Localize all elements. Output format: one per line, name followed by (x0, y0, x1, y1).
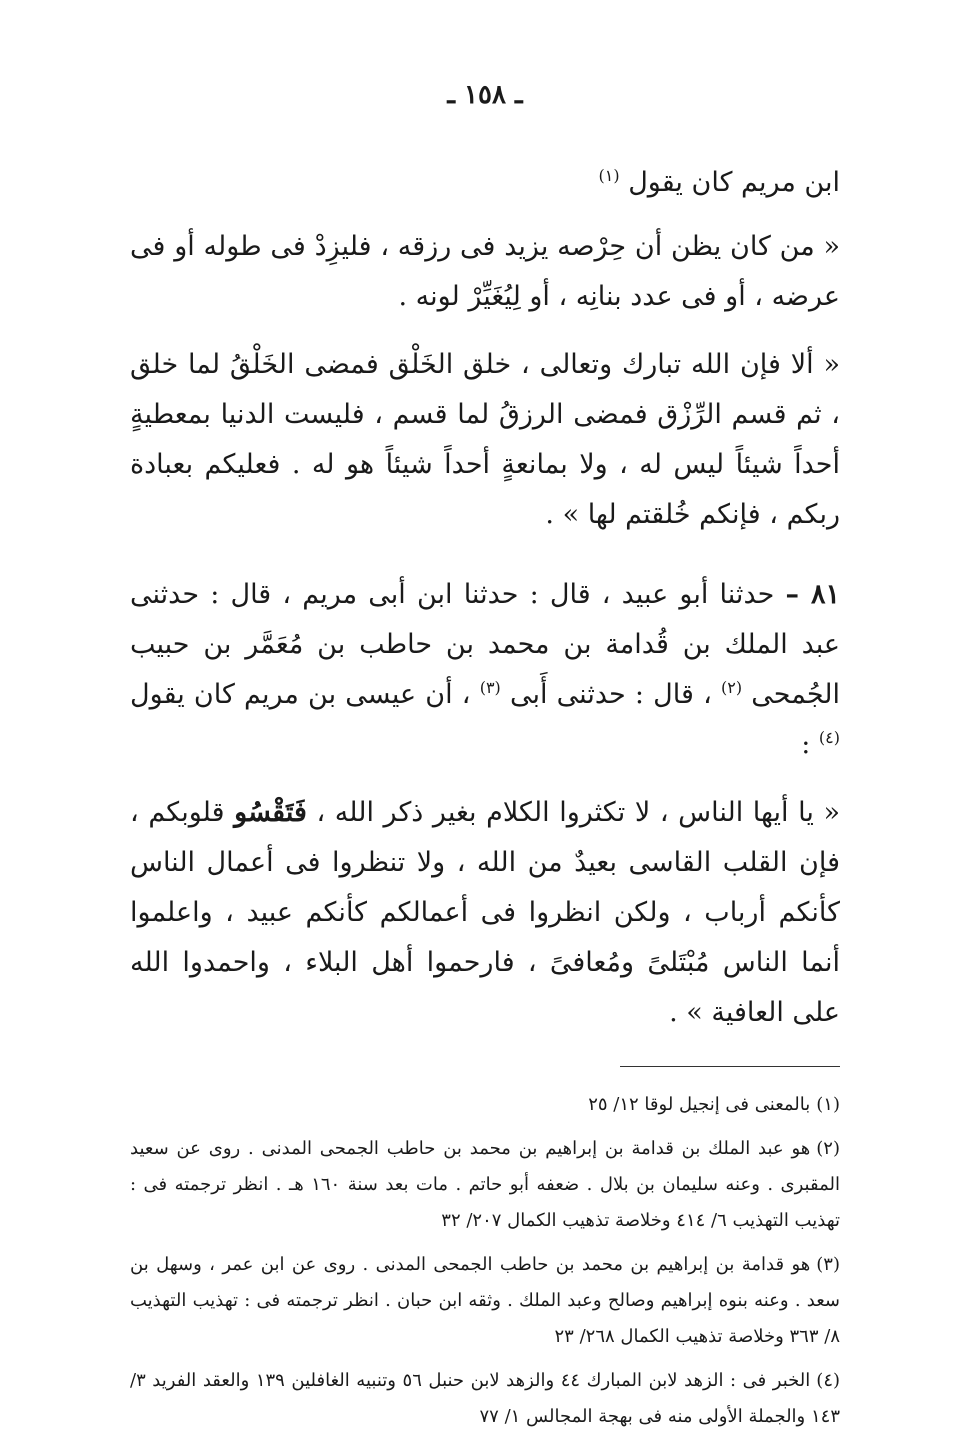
footnotes (130, 1087, 840, 1435)
footnote-text: بالمعنى فى إنجيل لوقا ١٢/ ٢٥ (588, 1094, 811, 1115)
footnote-text: هو عبد الملك بن قدامة بن إبراهيم بن محمد بن حاطب الجمحى المدنى . روى عن سعيد المقبرى . وعنه سليمان بن بلال . ضعفه أبو حاتم . مات بعد سنة ١٦٠ هـ . انظر ترجمته فى : تهذيب التهذيب ٦/ ٤١٤ وخلاصة تذهيب الكمال ٢٠٧/ ٣٢ (130, 1138, 840, 1231)
footnote-text: الخبر فى : الزهد لابن المبارك ٤٤ والزهد لابن حنبل ٥٦ وتنبيه الغافلين ١٣٩ والعقد الفريد ٣/ ١٤٣ والجملة الأولى منه فى بهجة المجالس ١/ ٧٧ (130, 1370, 840, 1427)
paragraph-intro (130, 158, 840, 208)
footnote-ref-4[interactable]: (٤) (818, 728, 840, 747)
matn-bold-word: فَتَقْسُو (234, 797, 307, 828)
paragraph-hirs: « من كان يظن أن حِرْصه يزيد فى رزقه ، فليزِدْ فى طوله أو فى عرضه ، أو فى عدد بنانِه ، أو لِيُغَيِّرْ لونه . (130, 231, 840, 312)
book-page (130, 80, 840, 1443)
paragraph-text: ابن مريم كان يقول (628, 167, 840, 198)
footnote-ref-3[interactable]: (٣) (479, 678, 501, 697)
footnote-2 (130, 1131, 840, 1239)
footnote-4 (130, 1363, 840, 1435)
isnad-text-2: ، قال : حدثنى أَبى (509, 679, 712, 710)
footnote-number: (١) (816, 1094, 840, 1115)
isnad-text-4: : (801, 729, 811, 760)
page-number: ـ ١٥٨ ـ (447, 80, 523, 110)
footnote-text: هو قدامة بن إبراهيم بن محمد بن حاطب الجمحى المدنى . روى عن ابن عمر ، وسهل بن سعد . وعنه بنوه إبراهيم وصالح وعبد الملك . وثقه ابن حبان . انظر ترجمته فى : تهذيب التهذيب ٨/ ٣٦٣ وخلاصة تذهيب الكمال ٢٦٨/ ٢٣ (130, 1254, 840, 1347)
footnote-ref-2[interactable]: (٢) (721, 678, 743, 697)
hadith-81-isnad (130, 570, 840, 770)
footnote-ref-1[interactable]: (١) (598, 166, 620, 185)
footnote-3 (130, 1247, 840, 1355)
paragraph-khalq: « ألا فإن الله تبارك وتعالى ، خلق الخَلْق فمضى الخَلْقُ لما خلق ، ثم قسم الرِّزْق فمضى الرزقُ لما قسم ، فليست الدنيا بمعطيةٍ أحداً شيئاً ليس له ، ولا بمانعةٍ أحداً شيئاً هو له . فعليكم بعبادة ربكم ، فإنكم خُلقتم لها » . (130, 349, 840, 530)
footnote-1 (130, 1087, 840, 1123)
hadith-81-matn (130, 788, 840, 1038)
hadith-number: ٨١ – (785, 579, 840, 610)
isnad-text-1: حدثنا أبو عبيد ، قال : حدثنا ابن أبى مريم ، قال : حدثنى عبد الملك بن قُدامة بن محمد بن حاطب بن مُعَمَّر بن حبيب الجُمحى (130, 579, 840, 710)
matn-text-1: « يا أيها الناس ، لا تكثروا الكلام بغير ذكر الله ، (316, 797, 840, 828)
isnad-text-3: ، أن عيسى بن مريم كان يقول (130, 679, 471, 710)
footnote-number: (٤) (816, 1370, 841, 1391)
footnote-number: (٢) (816, 1138, 840, 1159)
footnote-divider (620, 1066, 840, 1067)
matn-text-2: قلوبكم ، فإن القلب القاسى بعيدٌ من الله ، ولا تنظروا فى أعمال الناس كأنكم أرباب ، ولكن انظروا فى أعمالكم كأنكم عبيد ، واعلموا أنما الناس مُبْتَلىً ومُعافىً ، فارحموا أهل البلاء ، واحمدوا الله على العافية » . (130, 797, 840, 1028)
footnote-number: (٣) (816, 1254, 840, 1275)
